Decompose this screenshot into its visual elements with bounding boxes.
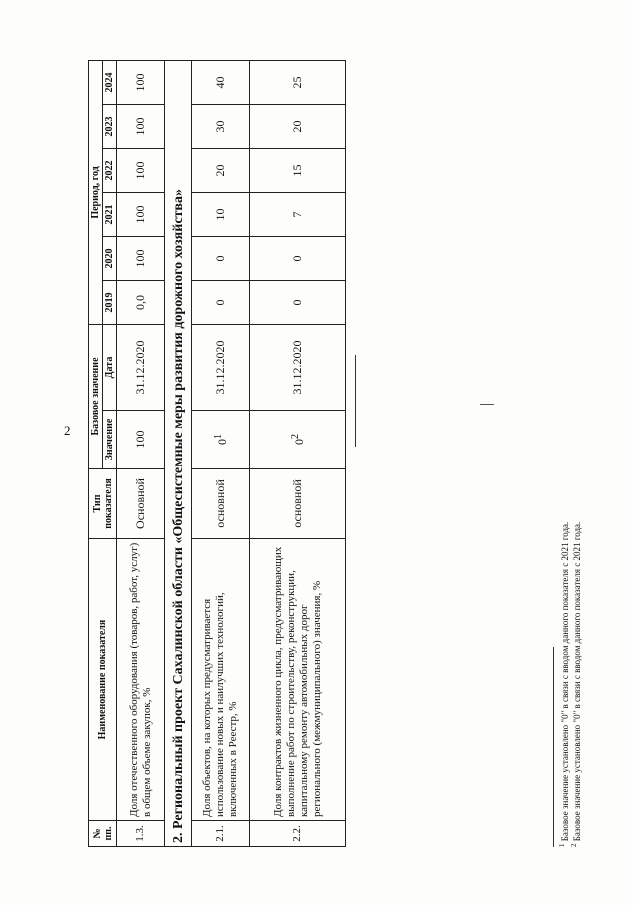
row-base-value: $0^2$ — [250, 411, 346, 469]
section-title: 2. Региональный проект Сахалинской области «Общесистемные меры развития дорожного хозяйства» — [165, 60, 192, 846]
row-base-value: 100 — [117, 411, 165, 469]
header-year: 2020 — [103, 236, 117, 280]
row-value: 20 — [250, 104, 346, 148]
header-num: № пп. — [89, 821, 117, 847]
row-base-date: 31.12.2020 — [117, 324, 165, 410]
footnote-ref: 2 — [290, 434, 301, 439]
row-value: 0,0 — [117, 280, 165, 324]
row-value: 0 — [192, 280, 250, 324]
row-base-date: 31.12.2020 — [192, 324, 250, 410]
header-base-date: Дата — [103, 324, 117, 410]
row-value: 30 — [192, 104, 250, 148]
row-type: основной — [192, 469, 250, 539]
separator-line — [355, 355, 356, 447]
row-value: 100 — [117, 148, 165, 192]
section-row — [165, 60, 192, 846]
header-base-value: Значение — [103, 411, 117, 469]
footnote-divider — [553, 647, 554, 847]
row-base-value: $0^1$ — [192, 411, 250, 469]
header-period: Период, год — [89, 60, 103, 324]
row-name: Доля отечественного оборудования (товаров, работ, услуг) в общем объеме закупок, % — [117, 539, 165, 821]
row-value: 0 — [250, 236, 346, 280]
header-year: 2022 — [103, 148, 117, 192]
row-value: 40 — [192, 60, 250, 104]
row-base-date: 31.12.2020 — [250, 324, 346, 410]
header-year: 2023 — [103, 104, 117, 148]
header-year: 2019 — [103, 280, 117, 324]
row-value: 10 — [192, 192, 250, 236]
row-value: 100 — [117, 104, 165, 148]
header-year: 2024 — [103, 60, 117, 104]
header-base: Базовое значение — [89, 324, 103, 468]
header-name: Наименование показателя — [89, 539, 117, 821]
indicators-table — [88, 60, 346, 847]
row-value: 100 — [117, 192, 165, 236]
row-name: Доля объектов, на которых предусматривается использование новых и наилучших технологий, включенных в Реестр, % — [192, 539, 250, 821]
row-value: 20 — [192, 148, 250, 192]
table-row — [117, 60, 165, 846]
header-year: 2021 — [103, 192, 117, 236]
table-row — [192, 60, 250, 846]
header-row-1 — [89, 60, 103, 846]
page-number: 2 — [64, 423, 71, 438]
row-type: Основной — [117, 469, 165, 539]
row-value: 15 — [250, 148, 346, 192]
header-type: Тип показателя — [89, 469, 117, 539]
row-value: 7 — [250, 192, 346, 236]
row-num: 1.3. — [117, 821, 165, 847]
footnote: $^1$ Базовое значение установлено "0" в связи с вводом данного показателя с 2021 года. — [558, 521, 570, 847]
row-num: 2.1. — [192, 821, 250, 847]
row-name: Доля контрактов жизненного цикла, предусматривающих выполнение работ по строительству, реконструкции, капитальному ремонту автомобильных дорог регионального (межмуниципального) значения, % — [250, 539, 346, 821]
row-value: 0 — [192, 236, 250, 280]
row-value: 25 — [250, 60, 346, 104]
footnote: $^2$ Базовое значение установлено "0" в связи с вводом данного показателя с 2021 года. — [570, 521, 582, 847]
row-value: 100 — [117, 60, 165, 104]
row-num: 2.2. — [250, 821, 346, 847]
table-row — [250, 60, 346, 846]
row-value: 0 — [250, 280, 346, 324]
footnote-ref: 1 — [213, 434, 224, 439]
stray-mark — [480, 404, 494, 405]
row-value: 100 — [117, 236, 165, 280]
row-type: основной — [250, 469, 346, 539]
